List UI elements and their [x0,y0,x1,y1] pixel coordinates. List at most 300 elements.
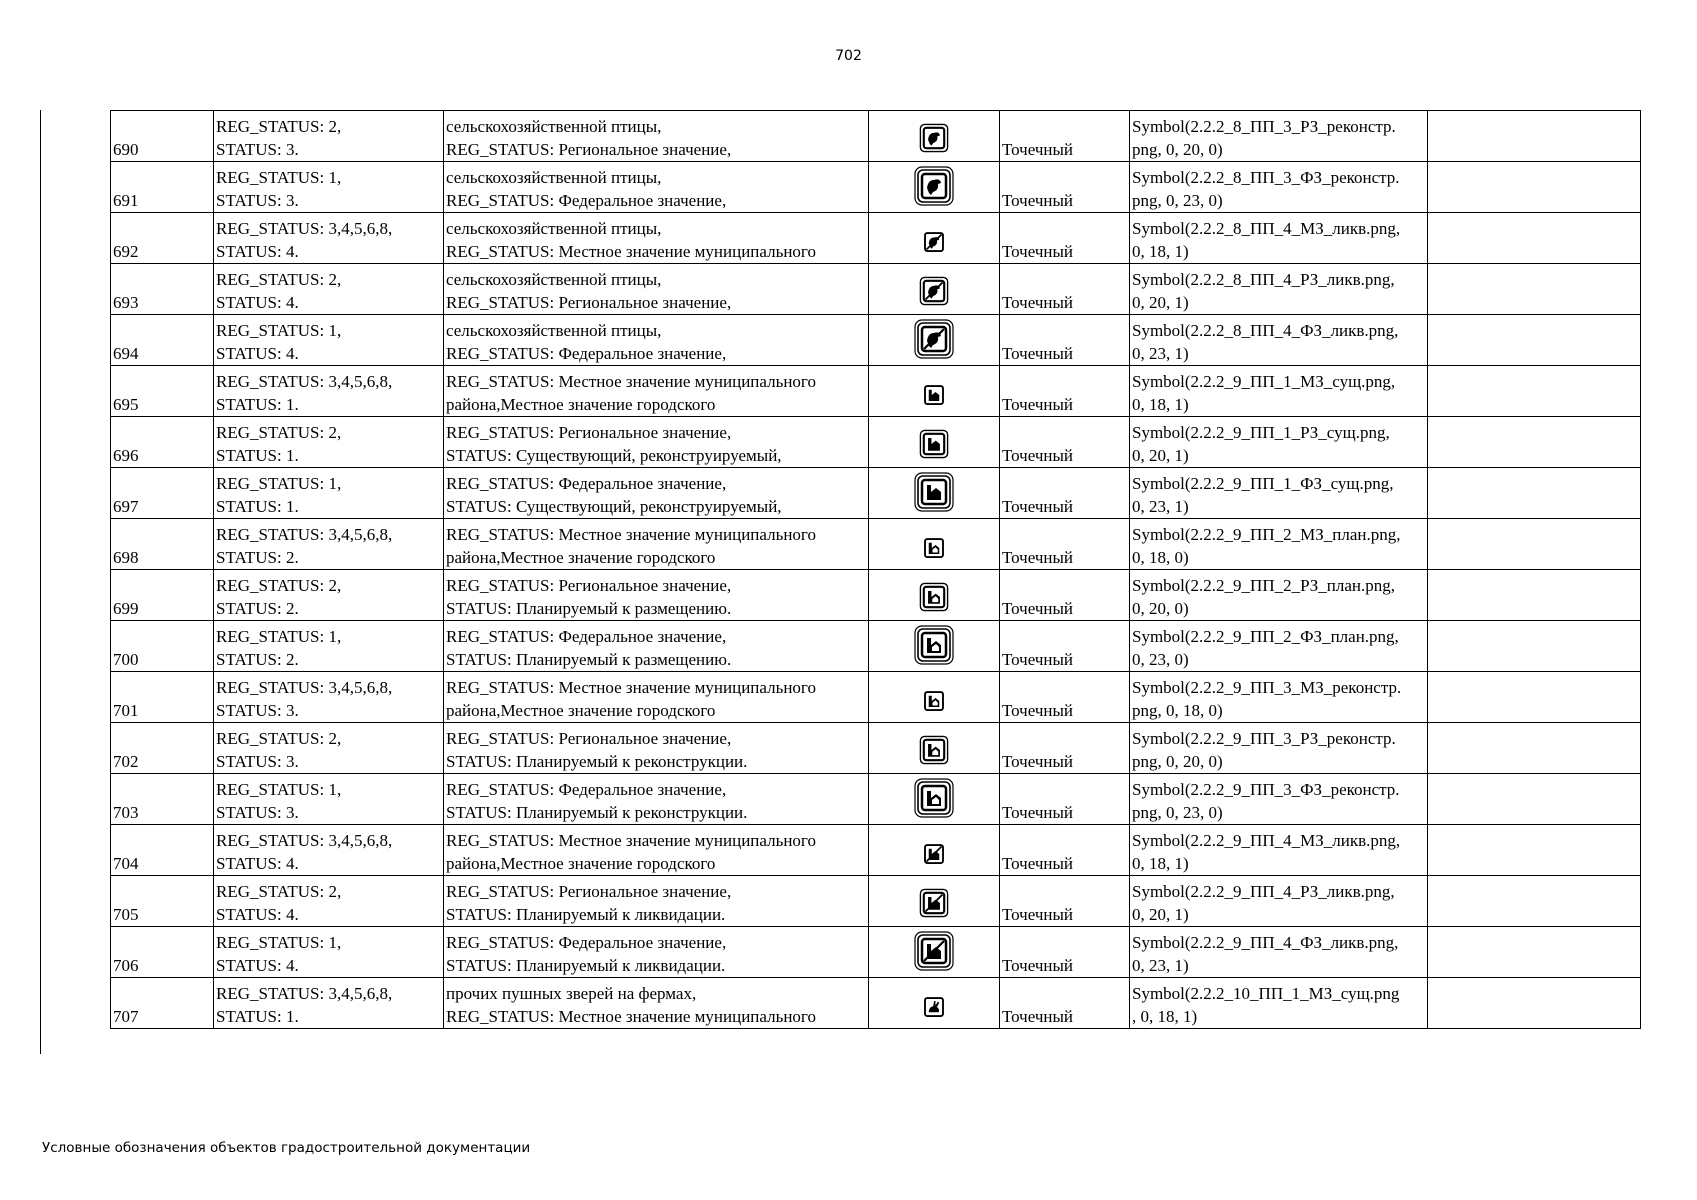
description-line: REG_STATUS: Местное значение муниципального [446,372,816,391]
geometry-type-cell [1000,927,1130,978]
reg-status-cell [214,978,444,1029]
row-number: 703 [113,803,139,822]
description-cell [444,519,869,570]
reg-status-line: REG_STATUS: 2, [216,423,342,442]
table-row [111,519,1641,570]
reg-status-cell [214,621,444,672]
table-row [111,774,1641,825]
empty-cell [1428,978,1641,1029]
description-line: REG_STATUS: Местное значение муниципального [446,525,816,544]
row-number: 694 [113,344,139,363]
reg-status-cell [214,162,444,213]
page-footer: Условные обозначения объектов градостроительной документации [42,1140,531,1156]
geometry-type-cell [1000,111,1130,162]
row-number: 692 [113,242,139,261]
symbol-cell [869,468,1000,519]
status-line: STATUS: 4. [216,854,299,873]
symbol-expression-cell [1130,519,1428,570]
geometry-type: Точечный [1002,446,1074,465]
description-cell [444,825,869,876]
description-line: STATUS: Планируемый к размещению. [446,650,732,669]
symbol-expression-line: Symbol(2.2.2_9_ПП_1_МЗ_сущ.png, [1132,372,1396,391]
description-line: REG_STATUS: Региональное значение, [446,576,732,595]
symbol-cell [869,621,1000,672]
symbol-expression-line: Symbol(2.2.2_9_ПП_3_МЗ_реконстр. [1132,678,1402,697]
symbol-expression-line: png, 0, 18, 0) [1132,701,1223,720]
table-row [111,978,1641,1029]
geometry-type-cell [1000,825,1130,876]
description-cell [444,162,869,213]
row-number: 693 [113,293,139,312]
reg-status-line: REG_STATUS: 3,4,5,6,8, [216,831,393,850]
row-number-cell [111,519,214,570]
geometry-type: Точечный [1002,650,1074,669]
status-line: STATUS: 3. [216,191,299,210]
symbol-expression-line: Symbol(2.2.2_9_ПП_1_ФЗ_сущ.png, [1132,474,1394,493]
symbol-expression-line: Symbol(2.2.2_9_ПП_3_РЗ_реконстр. [1132,729,1396,748]
empty-cell [1428,621,1641,672]
description-line: REG_STATUS: Региональное значение, [446,423,732,442]
row-number: 707 [113,1007,139,1026]
geometry-type-cell [1000,570,1130,621]
reg-status-line: REG_STATUS: 1, [216,780,342,799]
description-cell [444,468,869,519]
status-line: STATUS: 1. [216,446,299,465]
status-line: STATUS: 2. [216,548,299,567]
symbol-expression-line: Symbol(2.2.2_8_ПП_4_МЗ_ликв.png, [1132,219,1401,238]
table-row [111,111,1641,162]
description-cell [444,927,869,978]
description-line: REG_STATUS: Федеральное значение, [446,627,727,646]
legend-table [110,110,1641,1029]
reg-status-line: REG_STATUS: 2, [216,270,342,289]
empty-cell [1428,366,1641,417]
symbol-expression-line: Symbol(2.2.2_9_ПП_2_ФЗ_план.png, [1132,627,1399,646]
table-row [111,213,1641,264]
status-line: STATUS: 4. [216,905,299,924]
description-line: STATUS: Планируемый к ликвидации. [446,956,726,975]
description-line: REG_STATUS: Местное значение муниципального [446,678,816,697]
geometry-type: Точечный [1002,854,1074,873]
status-line: STATUS: 4. [216,956,299,975]
animal-reconstr-local-icon [919,686,949,722]
symbol-expression-line: 0, 23, 0) [1132,650,1189,669]
animal-planned-federal-icon [914,625,954,671]
row-number: 701 [113,701,139,720]
description-line: REG_STATUS: Местное значение муниципального [446,831,816,850]
symbol-expression-cell [1130,774,1428,825]
status-line: STATUS: 2. [216,650,299,669]
row-number: 691 [113,191,139,210]
animal-planned-local-icon [919,533,949,569]
table-row [111,417,1641,468]
reg-status-cell [214,264,444,315]
symbol-expression-line: Symbol(2.2.2_9_ПП_3_ФЗ_реконстр. [1132,780,1400,799]
row-number-cell [111,774,214,825]
symbol-cell [869,366,1000,417]
symbol-cell [869,978,1000,1029]
row-number-cell [111,468,214,519]
symbol-expression-cell [1130,825,1428,876]
description-cell [444,213,869,264]
symbol-expression-line: Symbol(2.2.2_8_ПП_3_ФЗ_реконстр. [1132,168,1400,187]
geometry-type: Точечный [1002,140,1074,159]
table-row [111,315,1641,366]
description-line: сельскохозяйственной птицы, [446,270,662,289]
animal-planned-regional-icon [917,580,951,620]
table-row [111,876,1641,927]
reg-status-cell [214,570,444,621]
row-number: 702 [113,752,139,771]
geometry-type: Точечный [1002,497,1074,516]
reg-status-cell [214,213,444,264]
bird-liquidation-regional-icon [917,274,951,314]
symbol-expression-cell [1130,417,1428,468]
row-number: 704 [113,854,139,873]
empty-cell [1428,570,1641,621]
reg-status-line: REG_STATUS: 1, [216,933,342,952]
symbol-expression-cell [1130,621,1428,672]
reg-status-cell [214,519,444,570]
reg-status-line: REG_STATUS: 1, [216,627,342,646]
status-line: STATUS: 1. [216,395,299,414]
description-cell [444,264,869,315]
geometry-type: Точечный [1002,293,1074,312]
row-number-cell [111,825,214,876]
table-row [111,468,1641,519]
symbol-cell [869,672,1000,723]
symbol-expression-line: Symbol(2.2.2_8_ПП_4_ФЗ_ликв.png, [1132,321,1399,340]
reg-status-line: REG_STATUS: 1, [216,168,342,187]
row-number: 705 [113,905,139,924]
row-number: 699 [113,599,139,618]
reg-status-cell [214,876,444,927]
table-row [111,162,1641,213]
table-row [111,570,1641,621]
symbol-cell [869,774,1000,825]
reg-status-line: REG_STATUS: 1, [216,474,342,493]
description-line: STATUS: Планируемый к размещению. [446,599,732,618]
geometry-type: Точечный [1002,752,1074,771]
status-line: STATUS: 3. [216,701,299,720]
geometry-type-cell [1000,876,1130,927]
symbol-expression-line: , 0, 18, 1) [1132,1007,1198,1026]
reg-status-line: REG_STATUS: 3,4,5,6,8, [216,678,393,697]
description-cell [444,417,869,468]
table-row [111,264,1641,315]
geometry-type-cell [1000,621,1130,672]
description-line: района,Местное значение городского [446,854,716,873]
animal-reconstr-regional-icon [917,733,951,773]
row-number: 706 [113,956,139,975]
row-number-cell [111,111,214,162]
description-cell [444,774,869,825]
geometry-type-cell [1000,213,1130,264]
empty-cell [1428,111,1641,162]
description-line: сельскохозяйственной птицы, [446,168,662,187]
description-cell [444,621,869,672]
reg-status-cell [214,366,444,417]
row-number-cell [111,264,214,315]
row-number: 695 [113,395,139,414]
reg-status-cell [214,927,444,978]
row-number-cell [111,315,214,366]
row-number-cell [111,978,214,1029]
empty-cell [1428,417,1641,468]
symbol-cell [869,825,1000,876]
bird-reconstr-federal-icon [914,166,954,212]
symbol-expression-line: png, 0, 20, 0) [1132,140,1223,159]
symbol-cell [869,570,1000,621]
description-line: района,Местное значение городского [446,548,716,567]
description-line: REG_STATUS: Местное значение муниципального [446,242,816,261]
symbol-expression-line: 0, 18, 0) [1132,548,1189,567]
description-line: района,Местное значение городского [446,701,716,720]
table-row [111,621,1641,672]
symbol-expression-line: png, 0, 23, 0) [1132,803,1223,822]
symbol-expression-line: 0, 23, 1) [1132,497,1189,516]
reg-status-line: REG_STATUS: 2, [216,576,342,595]
status-line: STATUS: 3. [216,803,299,822]
animal-reconstr-federal-icon [914,778,954,824]
status-line: STATUS: 1. [216,1007,299,1026]
symbol-expression-line: Symbol(2.2.2_10_ПП_1_МЗ_сущ.png [1132,984,1400,1003]
row-number: 698 [113,548,139,567]
symbol-expression-line: png, 0, 20, 0) [1132,752,1223,771]
symbol-cell [869,519,1000,570]
reg-status-line: REG_STATUS: 3,4,5,6,8, [216,219,393,238]
symbol-expression-cell [1130,111,1428,162]
symbol-expression-cell [1130,978,1428,1029]
animal-existing-federal-icon [914,472,954,518]
geometry-type: Точечный [1002,191,1074,210]
symbol-expression-cell [1130,315,1428,366]
description-cell [444,315,869,366]
bird-liquidation-federal-icon [914,319,954,365]
description-line: STATUS: Существующий, реконструируемый, [446,446,782,465]
empty-cell [1428,264,1641,315]
description-line: сельскохозяйственной птицы, [446,117,662,136]
margin-line [40,110,41,1054]
empty-cell [1428,162,1641,213]
row-number: 697 [113,497,139,516]
reg-status-cell [214,417,444,468]
empty-cell [1428,774,1641,825]
geometry-type: Точечный [1002,395,1074,414]
description-cell [444,978,869,1029]
geometry-type: Точечный [1002,1007,1074,1026]
geometry-type-cell [1000,162,1130,213]
row-number: 690 [113,140,139,159]
rabbit-existing-local-icon [919,992,949,1028]
description-line: REG_STATUS: Федеральное значение, [446,474,727,493]
reg-status-cell [214,672,444,723]
bird-reconstr-regional-icon [917,121,951,161]
animal-liquidation-federal-icon [914,931,954,977]
geometry-type-cell [1000,672,1130,723]
symbol-expression-line: 0, 20, 0) [1132,599,1189,618]
geometry-type: Точечный [1002,599,1074,618]
reg-status-line: REG_STATUS: 2, [216,729,342,748]
row-number-cell [111,570,214,621]
symbol-expression-line: 0, 18, 1) [1132,242,1189,261]
reg-status-cell [214,111,444,162]
status-line: STATUS: 1. [216,497,299,516]
row-number-cell [111,621,214,672]
symbol-cell [869,417,1000,468]
geometry-type: Точечный [1002,344,1074,363]
reg-status-cell [214,468,444,519]
description-line: прочих пушных зверей на фермах, [446,984,697,1003]
description-line: REG_STATUS: Региональное значение, [446,729,732,748]
description-line: REG_STATUS: Региональное значение, [446,882,732,901]
row-number-cell [111,213,214,264]
symbol-expression-cell [1130,366,1428,417]
geometry-type-cell [1000,468,1130,519]
symbol-expression-cell [1130,570,1428,621]
description-cell [444,111,869,162]
animal-liquidation-local-icon [919,839,949,875]
row-number: 700 [113,650,139,669]
symbol-cell [869,264,1000,315]
symbol-cell [869,927,1000,978]
row-number-cell [111,417,214,468]
symbol-expression-line: Symbol(2.2.2_9_ПП_2_МЗ_план.png, [1132,525,1401,544]
status-line: STATUS: 4. [216,344,299,363]
description-line: района,Местное значение городского [446,395,716,414]
symbol-cell [869,315,1000,366]
empty-cell [1428,672,1641,723]
empty-cell [1428,876,1641,927]
empty-cell [1428,213,1641,264]
empty-cell [1428,723,1641,774]
symbol-expression-cell [1130,723,1428,774]
reg-status-line: REG_STATUS: 2, [216,882,342,901]
table-row [111,672,1641,723]
geometry-type-cell [1000,774,1130,825]
geometry-type: Точечный [1002,548,1074,567]
symbol-expression-cell [1130,927,1428,978]
row-number: 696 [113,446,139,465]
reg-status-cell [214,315,444,366]
symbol-cell [869,213,1000,264]
symbol-expression-line: png, 0, 23, 0) [1132,191,1223,210]
description-cell [444,570,869,621]
symbol-expression-cell [1130,162,1428,213]
description-line: сельскохозяйственной птицы, [446,219,662,238]
symbol-expression-line: 0, 18, 1) [1132,854,1189,873]
reg-status-line: REG_STATUS: 3,4,5,6,8, [216,372,393,391]
reg-status-line: REG_STATUS: 3,4,5,6,8, [216,984,393,1003]
symbol-expression-line: 0, 20, 1) [1132,446,1189,465]
animal-existing-local-icon [919,380,949,416]
symbol-expression-cell [1130,672,1428,723]
description-line: STATUS: Планируемый к реконструкции. [446,803,748,822]
table-row [111,366,1641,417]
symbol-expression-line: 0, 18, 1) [1132,395,1189,414]
animal-existing-regional-icon [917,427,951,467]
symbol-expression-line: Symbol(2.2.2_9_ПП_2_РЗ_план.png, [1132,576,1396,595]
symbol-expression-line: Symbol(2.2.2_9_ПП_1_РЗ_сущ.png, [1132,423,1390,442]
description-cell [444,723,869,774]
description-line: REG_STATUS: Федеральное значение, [446,191,727,210]
geometry-type: Точечный [1002,905,1074,924]
reg-status-line: REG_STATUS: 1, [216,321,342,340]
symbol-expression-cell [1130,213,1428,264]
geometry-type-cell [1000,315,1130,366]
symbol-cell [869,111,1000,162]
row-number-cell [111,672,214,723]
status-line: STATUS: 3. [216,140,299,159]
row-number-cell [111,723,214,774]
description-cell [444,672,869,723]
geometry-type-cell [1000,723,1130,774]
reg-status-line: REG_STATUS: 2, [216,117,342,136]
symbol-expression-cell [1130,264,1428,315]
geometry-type-cell [1000,264,1130,315]
symbol-cell [869,876,1000,927]
bird-liquidation-local-icon [919,227,949,263]
description-line: STATUS: Существующий, реконструируемый, [446,497,782,516]
description-line: REG_STATUS: Региональное значение, [446,293,732,312]
symbol-expression-cell [1130,876,1428,927]
reg-status-line: REG_STATUS: 3,4,5,6,8, [216,525,393,544]
description-line: REG_STATUS: Федеральное значение, [446,344,727,363]
geometry-type-cell [1000,978,1130,1029]
empty-cell [1428,519,1641,570]
empty-cell [1428,825,1641,876]
status-line: STATUS: 2. [216,599,299,618]
geometry-type: Точечный [1002,956,1074,975]
row-number-cell [111,366,214,417]
symbol-expression-line: 0, 20, 1) [1132,293,1189,312]
symbol-expression-line: Symbol(2.2.2_8_ПП_3_РЗ_реконстр. [1132,117,1396,136]
table-row [111,927,1641,978]
table-row [111,723,1641,774]
symbol-expression-line: Symbol(2.2.2_9_ПП_4_РЗ_ликв.png, [1132,882,1395,901]
description-line: REG_STATUS: Федеральное значение, [446,780,727,799]
symbol-expression-line: Symbol(2.2.2_9_ПП_4_ФЗ_ликв.png, [1132,933,1399,952]
status-line: STATUS: 3. [216,752,299,771]
symbol-cell [869,723,1000,774]
geometry-type-cell [1000,366,1130,417]
symbol-cell [869,162,1000,213]
description-line: сельскохозяйственной птицы, [446,321,662,340]
geometry-type-cell [1000,519,1130,570]
description-line: STATUS: Планируемый к ликвидации. [446,905,726,924]
reg-status-cell [214,774,444,825]
description-line: REG_STATUS: Местное значение муниципального [446,1007,816,1026]
description-cell [444,876,869,927]
description-line: STATUS: Планируемый к реконструкции. [446,752,748,771]
geometry-type: Точечный [1002,701,1074,720]
animal-liquidation-regional-icon [917,886,951,926]
row-number-cell [111,927,214,978]
symbol-expression-line: 0, 20, 1) [1132,905,1189,924]
empty-cell [1428,468,1641,519]
row-number-cell [111,162,214,213]
empty-cell [1428,927,1641,978]
page-number: 702 [835,48,862,64]
status-line: STATUS: 4. [216,293,299,312]
legend-body [111,111,1641,1029]
row-number-cell [111,876,214,927]
symbol-expression-line: 0, 23, 1) [1132,344,1189,363]
table-row [111,825,1641,876]
description-cell [444,366,869,417]
description-line: REG_STATUS: Федеральное значение, [446,933,727,952]
geometry-type-cell [1000,417,1130,468]
